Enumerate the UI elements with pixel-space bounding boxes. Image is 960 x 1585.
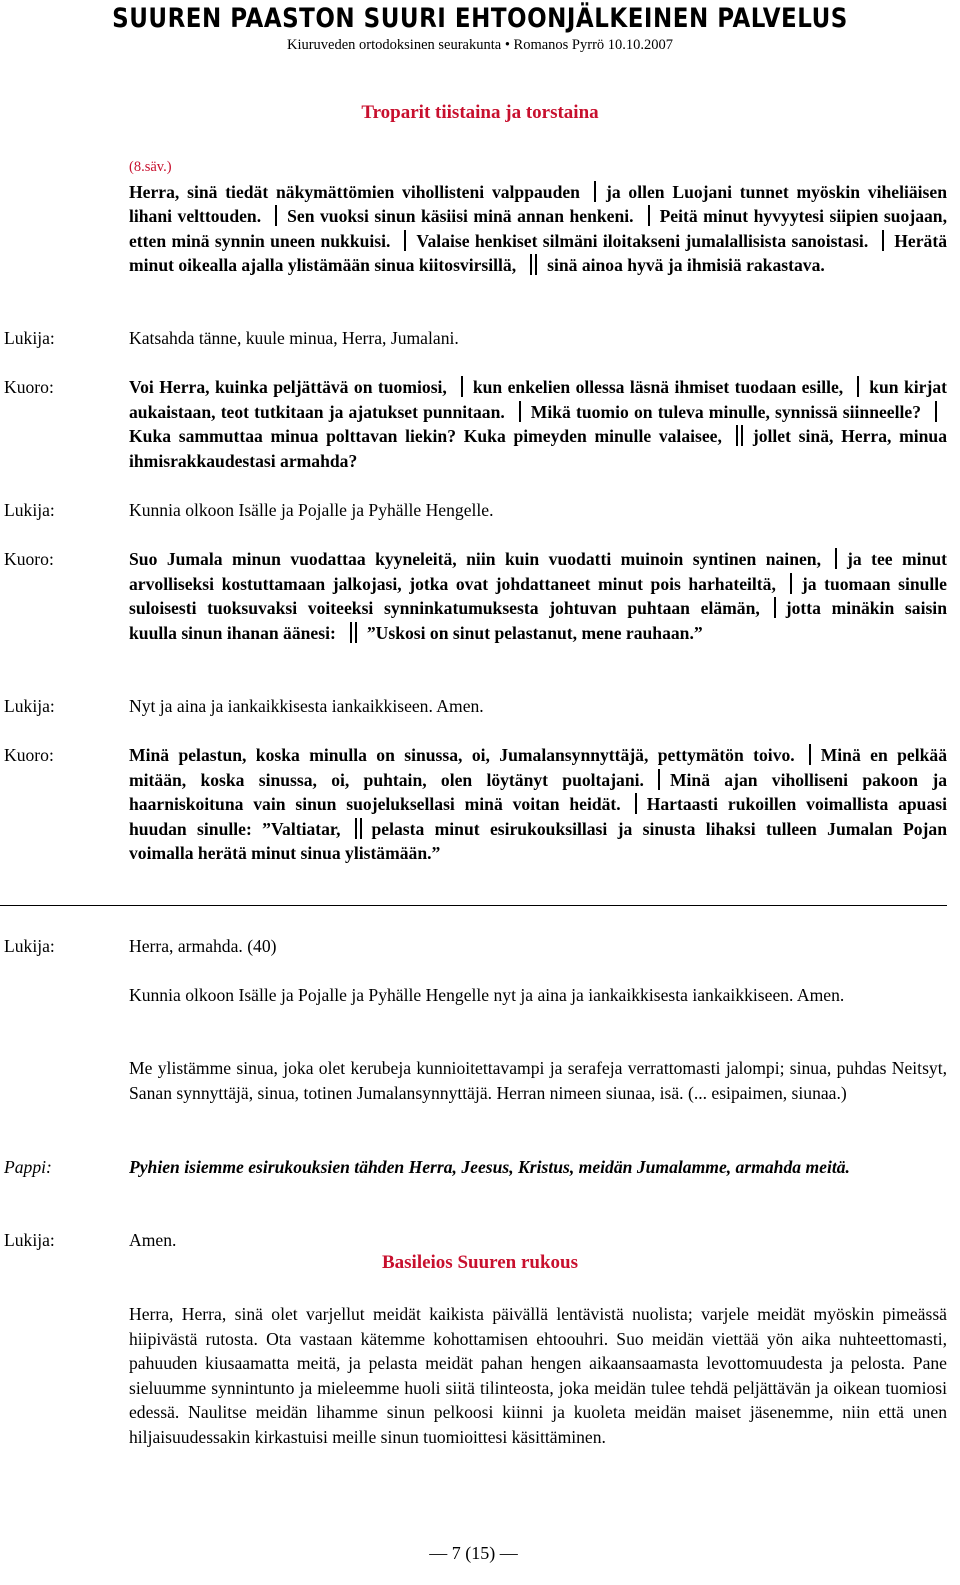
verse-divider	[594, 181, 596, 202]
final-verse-divider	[530, 254, 537, 275]
choir-hymn	[129, 375, 947, 473]
troparion-line: ja ollen Luojani tunnet myöskin viheliäisen lihani velttouden.	[129, 181, 947, 227]
tone-label: (8.säv.)	[129, 159, 172, 175]
speaker-label: Lukija:	[4, 500, 55, 520]
glory-doxology: Kunnia olkoon Isälle ja Pojalle ja Pyhälle Hengelle nyt ja aina ja iankaikkisesta iankaikkiseen. Amen.	[129, 985, 845, 1005]
reader-verse: Nyt ja aina ja iankaikkisesta iankaikkiseen. Amen.	[129, 696, 484, 716]
choir-hymn	[129, 743, 947, 866]
hymn-line: ja tee minut arvolliseksi kostuttamaan jalkojasi, jotka ovat johdattaneet minut pois harhateiltä,	[129, 549, 948, 594]
troparion-line: Herra, sinä tiedät näkymättömien vihollisteni valppauden	[129, 181, 580, 202]
troparion-line: Valaise henkiset silmäni iloitakseni jumalallisista sanoistasi.	[416, 230, 869, 251]
reader-kyrie: Herra, armahda. (40)	[129, 936, 277, 956]
speaker-label: Kuoro:	[4, 745, 54, 765]
troparion-line: Peitä minut hyvyytesi siipien suojaan, etten minä synnin uneen nukkuisi.	[129, 206, 947, 251]
troparion-line: sinä ainoa hyvä ja ihmisiä rakastava.	[547, 255, 825, 276]
verse-divider	[835, 548, 837, 569]
section-heading-basil: Basileios Suuren rukous	[381, 1252, 579, 1273]
document-title: SUUREN PAASTON SUURI EHTOONJÄLKEINEN PALVELUS	[112, 4, 848, 34]
hymn-line: Minä pelastun, koska minulla on sinussa, oi, Jumalansynnyttäjä, pettymätön toivo.	[129, 745, 795, 765]
hymn-line: ”Uskosi on sinut pelastanut, mene rauhaan.”	[366, 622, 703, 643]
speaker-label: Kuoro:	[4, 549, 54, 569]
hymn-line: jollet sinä, Herra, minua ihmisrakkaudestasi armahda?	[129, 426, 947, 471]
page-number: — 7 (15) —	[429, 1543, 518, 1563]
final-verse-divider	[355, 818, 362, 839]
speaker-label: Lukija:	[4, 936, 55, 956]
verse-divider	[658, 769, 660, 790]
section-heading-troparia: Troparit tiistaina ja torstaina	[361, 102, 599, 123]
verse-divider	[461, 376, 463, 397]
final-verse-divider	[350, 622, 357, 643]
speaker-label: Lukija:	[4, 328, 55, 348]
speaker-label: Lukija:	[4, 696, 55, 716]
speaker-label: Kuoro:	[4, 377, 54, 397]
troparion-line: Herätä minut oikealla ajalla ylistämään sinua kiitosvirsillä,	[129, 230, 947, 276]
hymn-line: jotta minäkin saisin kuulla sinun ihanan äänesi:	[129, 598, 947, 643]
hymn-line: Suo Jumala minun vuodattaa kyyneleitä, niin kuin vuodatti muinoin syntinen nainen,	[129, 549, 821, 569]
hymn-line: pelasta minut esirukouksillasi ja sinusta lihaksi tulleen Jumalan Pojan voimalla herätä minut sinua ylistämään.”	[129, 818, 947, 864]
troparion-text	[129, 153, 947, 278]
verse-divider	[519, 401, 521, 422]
hymn-line: Minä ajan viholliseni pakoon ja haarniskoituna vain sinun suojeluksellasi minä voitan heidät.	[129, 769, 947, 815]
verse-divider	[635, 793, 637, 814]
hymn-line: Kuka sammuttaa minua polttavan liekin? Kuka pimeyden minulle valaisee,	[129, 426, 722, 447]
speaker-label: Lukija:	[4, 1230, 55, 1250]
hymn-line: Mikä tuomio on tuleva minulle, synnissä siinneelle?	[530, 401, 921, 422]
troparion-line: Sen vuoksi sinun käsiisi minä annan henkeni.	[287, 206, 634, 227]
verse-divider	[404, 230, 406, 251]
verse-divider	[935, 401, 937, 422]
verse-divider	[857, 376, 859, 397]
verse-divider	[809, 744, 811, 765]
more-honorable-hymn: Me ylistämme sinua, joka olet kerubeja kunnioitettavampi ja serafeja verrattomasti jalompi; sinua, puhdas Neitsyt, Sanan synnyttäjä, sinua, totinen Jumalansynnyttäjä. Herran nimeen siunaa, isä. (... esipaimen, siunaa.)	[129, 1058, 947, 1103]
verse-divider	[275, 205, 277, 226]
verse-divider	[882, 230, 884, 251]
section-rule	[0, 905, 947, 906]
hymn-line: kun enkelien ollessa läsnä ihmiset tuodaan esille,	[472, 377, 844, 397]
verse-divider	[774, 597, 776, 618]
priest-prayer: Pyhien isiemme esirukouksien tähden Herra, Jeesus, Kristus, meidän Jumalamme, armahda meitä.	[129, 1157, 850, 1177]
basil-prayer: Herra, Herra, sinä olet varjellut meidät kaikista päivällä lentävistä nuolista; varjele meidät myöskin pimeässä hiipivästä rutosta. Ota vastaan kätemme kohottamisen ehtoouhri. Suo meidän viettää yön aika nuhteettomasti, pahuuden kiusaamatta meitä, ja pelasta meidät pahan hengen aikaansaamasta levottomuudesta ja pelosta. Pane sieluumme synnintunto ja mieleemme huoli siitä tilinteosta, joka meidän tulee tehdä peljättävän ja oikean tuomiosi edessä. Naulitse meidän lihamme sinun pelkoosi kiinni ja kuoleta meidän maiset jäsenemme, niin että unen hiljaisuudessakin kirkastuisi meille sinun tuomioittesi käsittäminen.	[129, 1304, 947, 1447]
reader-verse: Katsahda tänne, kuule minua, Herra, Jumalani.	[129, 328, 459, 348]
verse-divider	[648, 205, 650, 226]
hymn-line: kun kirjat aukaistaan, teot tutkitaan ja ajatukset punnitaan.	[129, 377, 947, 422]
speaker-label: Pappi:	[4, 1157, 52, 1177]
document-subtitle: Kiuruveden ortodoksinen seurakunta • Romanos Pyrrö 10.10.2007	[286, 37, 674, 53]
reader-verse: Kunnia olkoon Isälle ja Pojalle ja Pyhälle Hengelle.	[129, 500, 494, 520]
hymn-line: ja tuomaan sinulle suloisesti tuoksuvaksi voiteeksi synninkatumuksesta johtuvan puhtaan elämän,	[129, 573, 947, 619]
reader-amen: Amen.	[129, 1230, 177, 1250]
verse-divider	[790, 573, 792, 594]
choir-hymn	[129, 547, 947, 645]
hymn-line: Hartaasti rukoillen voimallista apuasi huudan sinulle: ”Valtiatar,	[129, 794, 947, 839]
hymn-line: Voi Herra, kuinka peljättävä on tuomiosi,	[129, 377, 447, 397]
hymn-line: Minä en pelkää mitään, koska sinussa, oi, puhtain, olen löytänyt puoltajani.	[129, 745, 947, 790]
final-verse-divider	[736, 425, 743, 446]
